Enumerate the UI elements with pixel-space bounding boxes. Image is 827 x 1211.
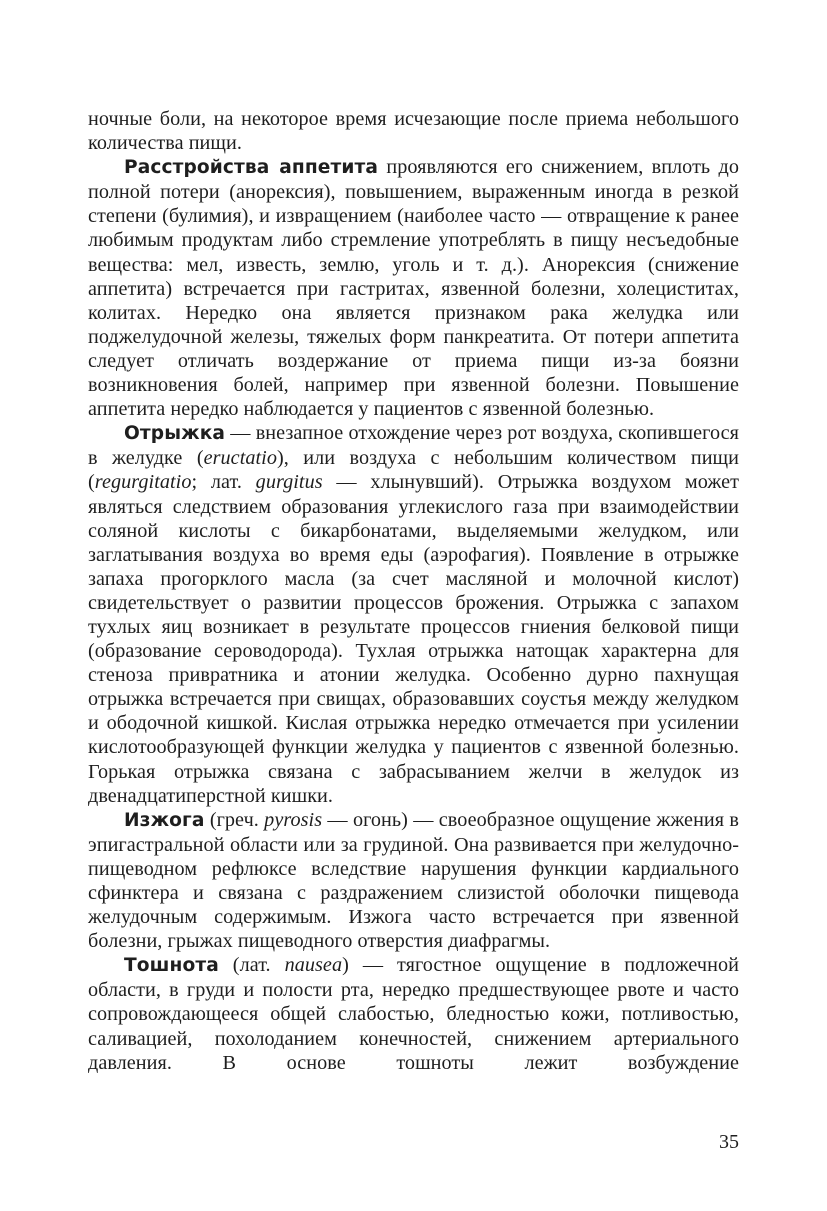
latin-term: pyrosis <box>264 808 323 831</box>
latin-term: nausea <box>284 954 343 977</box>
paragraph-nausea <box>88 953 739 1074</box>
text-run: — хлынувший). Отрыжка воздухом может являться следствием образования углекислого газа при взаимодействии соляной кислоты с бикарбонатами, выделяемыми желудком, или заглатывания воздуха во время еды (аэрофагия). Появление в отрыжке запаха прогорклого масла (за счет масляной и молочной кислот) свидетельствует о развитии процессов брожения. Отрыжка с запахом тухлых яиц возникает в результате процессов гниения белковой пищи (образование сероводорода). Тухлая отрыжка натощак характерна для стеноза привратника и атонии желудка. Особенно дурно пахнущая отрыжка встречается при свищах, образовавших соустья между желудком и ободочной кишкой. Кислая отрыжка нередко отмечается при усилении кислотообразующей функции желудка у пациентов с язвенной болезнью. Горькая отрыжка связана с забрасыванием желчи в желудок из двенадцатиперстной кишки. <box>88 471 740 807</box>
paragraph-night-pain <box>88 107 739 155</box>
term-heading: Расстройства аппетита <box>124 157 379 179</box>
body-text <box>88 107 739 1075</box>
latin-term: gurgitus <box>255 471 323 494</box>
text-run: проявляются его снижением, вплоть до полной потери (анорексия), повышением, выраженным иногда в резкой степени (булимия), и извращением (наиболее часто — отвращение к ранее любимым продуктам либо стремление употреблять в пищу несъедобные вещества: мел, известь, землю, уголь и т. д.). Анорексия (снижение аппетита) встречается при гастритах, язвенной болезни, холециститах, колитах. Нередко она является признаком рака желудка или поджелудочной железы, тяжелых форм панкреатита. От потери аппетита следует отличать воздержание от приема пищи из-за боязни возникновения болей, например при язвенной болезни. Повышение аппетита нередко наблюдается у пациентов с язвенной болезнью. <box>88 156 739 421</box>
text-run: — внезапное отхождение через рот воздуха, скопившегося в желудке ( <box>88 422 739 470</box>
term-heading: Отрыжка <box>124 423 226 445</box>
text-run: ; лат. <box>191 471 256 494</box>
text-run: ) — тягостное ощущение в подложечной области, в груди и полости рта, нередко предшествующее рвоте и часто сопровождающееся общей слабостью, бледностью кожи, потливостью, саливацией, похолоданием конечностей, снижением артериального давления. В основе тошноты лежит возбуждение <box>88 954 739 1074</box>
text-run: (греч. <box>204 808 265 831</box>
text-run: — огонь) — своеобразное ощущение жжения в эпигастральной области или за грудиной. Она развивается при желудочно-пищеводном рефлюксе вследствие нарушения функции кардиального сфинктера и связана с раздражением слизистой оболочки пищевода желудочным содержимым. Изжога часто встречается при язвенной болезни, грыжах пищеводного отверстия диафрагмы. <box>88 808 739 953</box>
latin-term: eructatio <box>203 447 277 470</box>
text-run: ), или воздуха с небольшим количеством пищи ( <box>88 447 739 494</box>
page-number: 35 <box>719 1131 739 1153</box>
paragraph-appetite-disorders <box>88 155 739 421</box>
text-run: ночные боли, на некоторое время исчезающие после приема небольшого количества пищи. <box>88 108 739 155</box>
latin-term: regurgitatio <box>94 471 192 494</box>
term-heading: Изжога <box>124 809 205 831</box>
text-run: (лат. <box>218 954 285 977</box>
paragraph-heartburn <box>88 808 739 954</box>
paragraph-eructation <box>88 421 739 808</box>
term-heading: Тошнота <box>124 955 219 977</box>
